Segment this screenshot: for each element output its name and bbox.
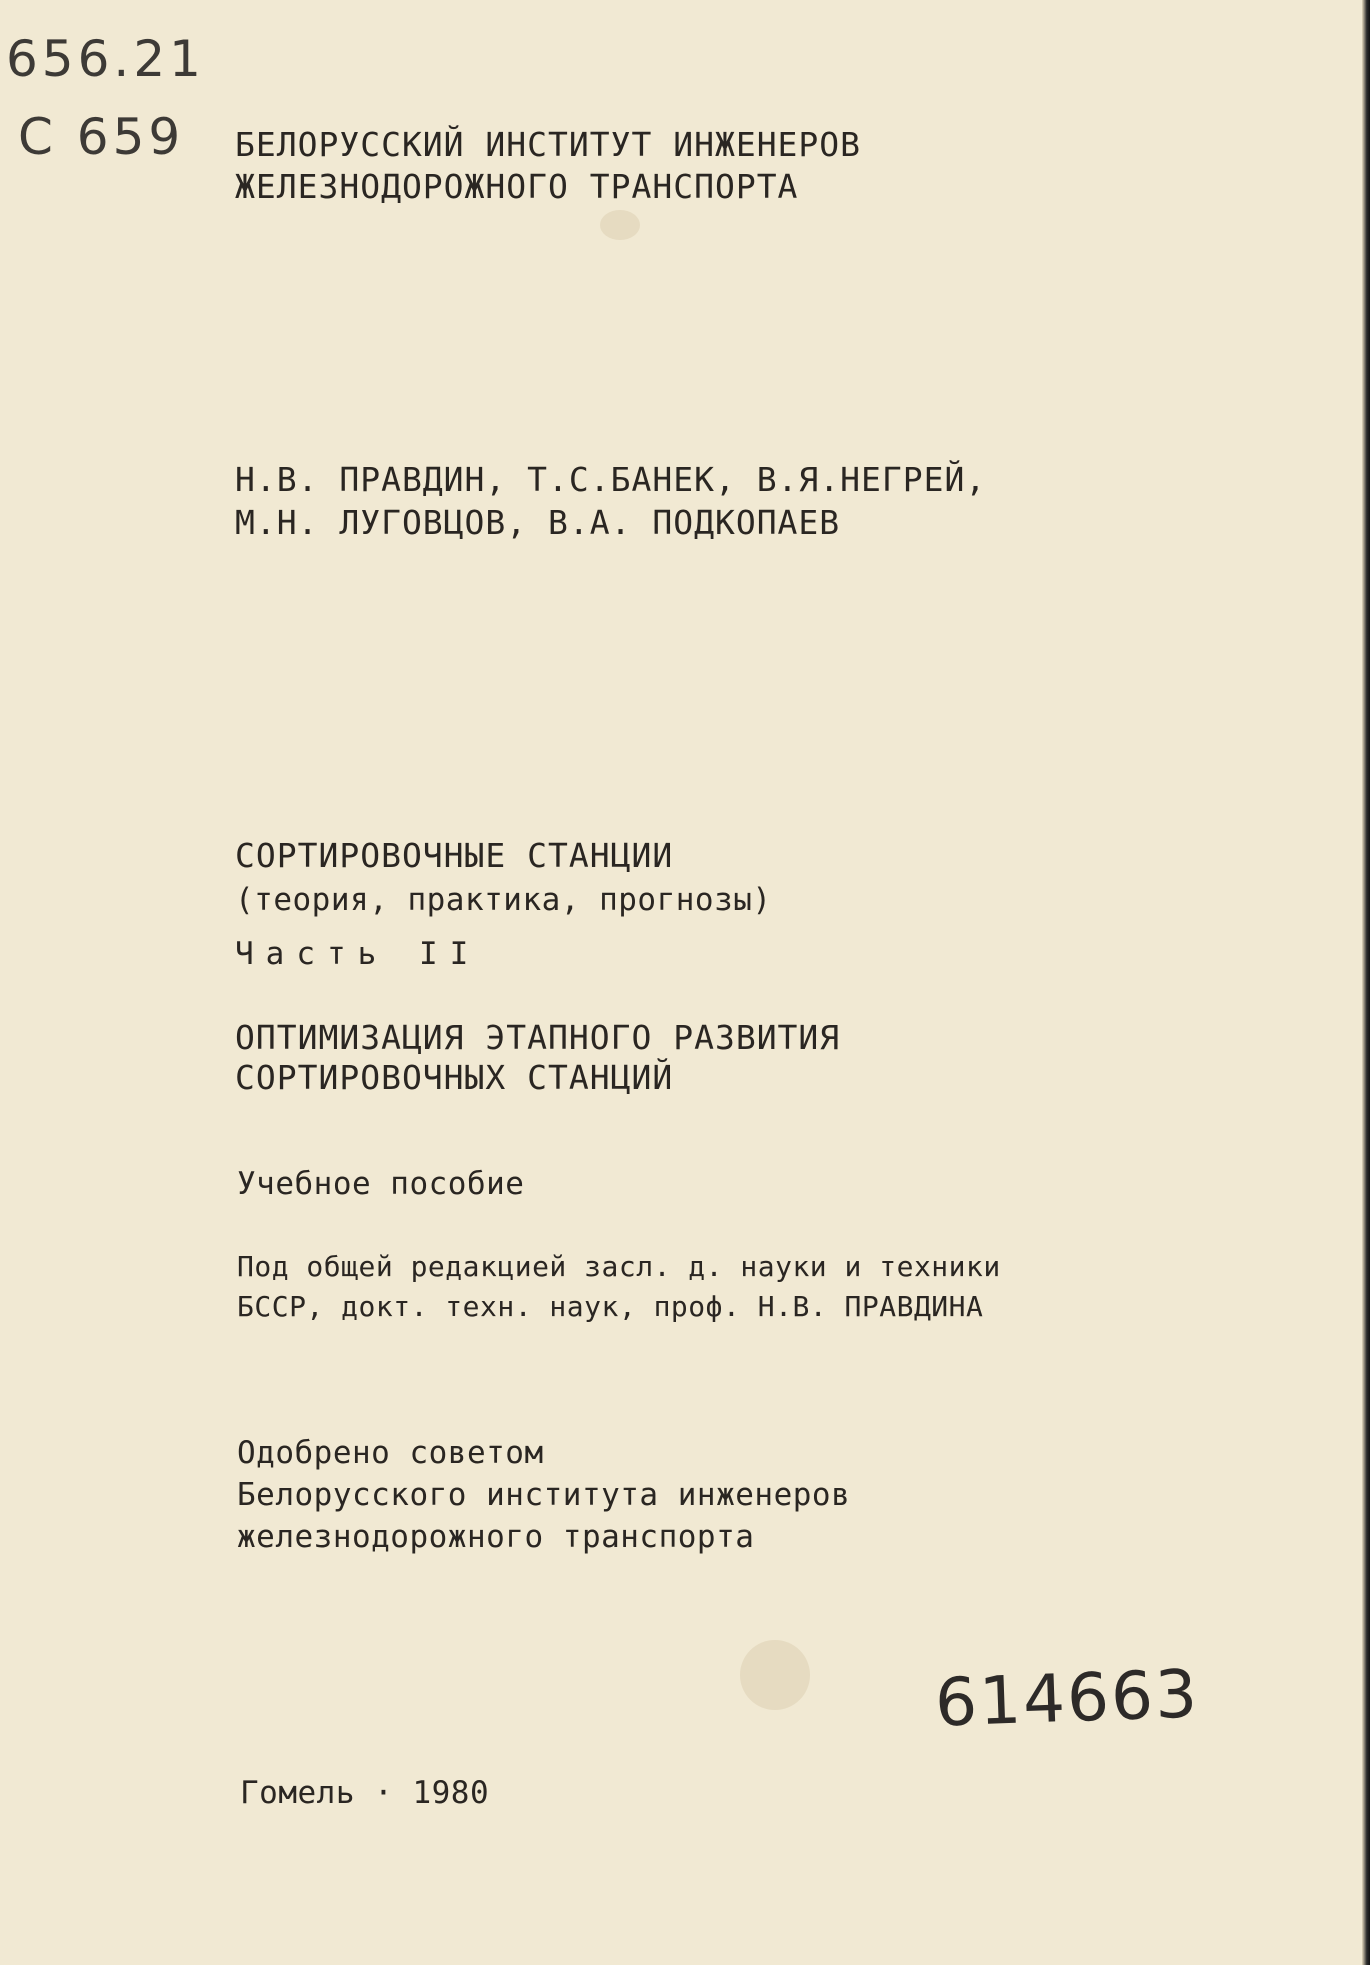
- approval-line-1: Одобрено советом: [237, 1435, 544, 1471]
- imprint-place-year: Гомель · 1980: [240, 1775, 490, 1811]
- publication-type: Учебное пособие: [237, 1166, 525, 1202]
- scan-edge: [1362, 0, 1370, 1965]
- institute-line-1: БЕЛОРУССКИЙ ИНСТИТУТ ИНЖЕНЕРОВ: [235, 125, 862, 164]
- book-subtitle: (теория, практика, прогнозы): [235, 882, 772, 918]
- institute-line-2: ЖЕЛЕЗНОДОРОЖНОГО ТРАНСПОРТА: [235, 167, 799, 206]
- editor-line-1: Под общей редакцией засл. д. науки и техники: [237, 1250, 1001, 1283]
- shelf-mark-code-1: 656.21: [6, 30, 205, 88]
- approval-line-3: железнодорожного транспорта: [237, 1519, 755, 1555]
- inventory-number: 614663: [933, 1655, 1201, 1742]
- book-title: СОРТИРОВОЧНЫЕ СТАНЦИИ: [235, 836, 674, 875]
- shelf-mark-code-2: C 659: [18, 108, 185, 166]
- authors-line-1: Н.В. ПРАВДИН, Т.С.БАНЕК, В.Я.НЕГРЕЙ,: [235, 460, 987, 499]
- part-number: Часть II: [235, 936, 481, 972]
- approval-line-2: Белорусского института инженеров: [237, 1477, 851, 1513]
- paper-stain: [740, 1640, 810, 1710]
- paper-stain: [600, 210, 640, 240]
- authors-line-2: М.Н. ЛУГОВЦОВ, В.А. ПОДКОПАЕВ: [235, 503, 841, 542]
- editor-line-2: БССР, докт. техн. наук, проф. Н.В. ПРАВДИНА: [237, 1290, 984, 1323]
- part-title-line-2: СОРТИРОВОЧНЫХ СТАНЦИЙ: [235, 1058, 674, 1097]
- part-title-line-1: ОПТИМИЗАЦИЯ ЭТАПНОГО РАЗВИТИЯ: [235, 1018, 841, 1057]
